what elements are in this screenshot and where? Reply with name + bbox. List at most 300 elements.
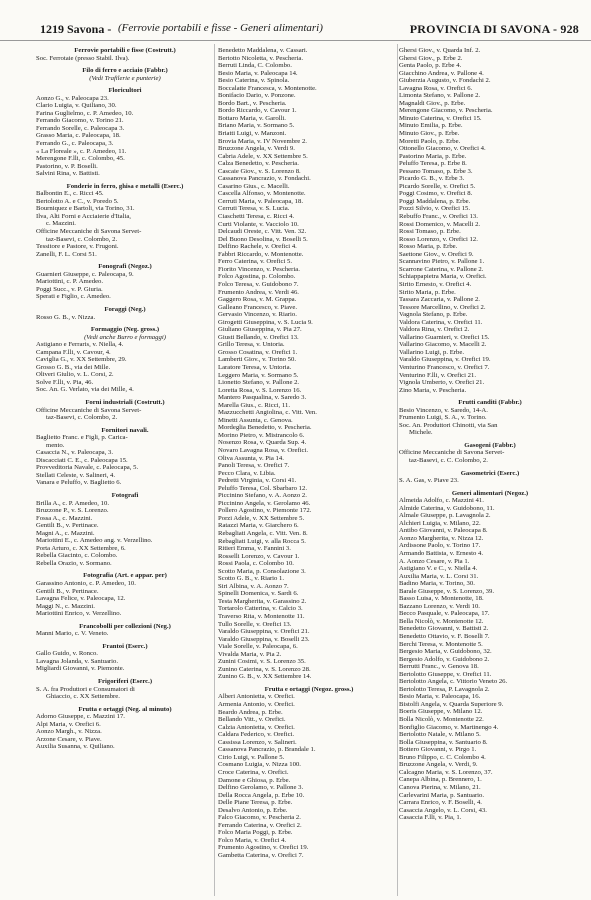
listing-entry: Rebella Giacinto, c. Colombo. (36, 552, 118, 560)
listing-entry: Ghersi Giov., p. Erbe 2. (399, 54, 463, 62)
column-right (399, 47, 581, 895)
listing-entry: Ratazzi Maria, v. Giarchero 6. (218, 522, 299, 530)
cross-reference: (Vedi anche Burro e formaggi) (84, 333, 166, 341)
listing-entry: Cirio Luigi, v. Pallone 5. (218, 753, 285, 761)
listing-entry: Rebuffo Franc., v. Orefici 13. (399, 213, 478, 221)
listing-entry: Armando Battista, v. Ernesto 4. (399, 550, 484, 557)
listing-entry: Ferrando G., c. Paleocapa, 3. (36, 140, 114, 148)
listing-entry: Picardo Sorelle, v. Orefici 5. (399, 182, 476, 190)
listing-entry: Valdora Rina, v. Orefici 2. (399, 326, 470, 334)
listing-entry: Cascaie Giov., v. S. Lorenzo 8. (218, 167, 301, 175)
listing-entry: Giusti Bellando, v. Orefici 13. (218, 333, 299, 341)
listing-entry: Giacchino Andrea, v. Pallone 4. (399, 69, 484, 77)
listing-entry: Morino Pietro, v. Mistrancolo 6. (218, 431, 305, 439)
listing-entry: mento. (46, 441, 65, 449)
listing-entry: Rosso G. B., v. Nizza. (36, 313, 96, 321)
listing-entry: Mariottini E., c. Amedeo ang. v. Verzellino. (36, 537, 153, 545)
listing-entry: Clario Luigia, v. Quiliano, 30. (36, 102, 117, 110)
listing-entry: Delle Piane Teresa, p. Erbe. (218, 799, 293, 807)
listing-entry: Minuto Emilia, p. Erbe. (399, 122, 463, 130)
category-heading: Foraggi (Neg.) (104, 305, 146, 313)
listing-entry: Berchi Teresa, v. Montenotte 5. (399, 640, 483, 648)
listing-entry: Officine Meccaniche di Savona Servet- (36, 406, 142, 414)
listing-entry: Garassino Antonio, c. P. Amedeo, 10. (36, 580, 136, 587)
listing-entry: Calzia Antonietta, v. Orefici. (218, 723, 295, 731)
listing-entry: Farina Guglielmo, c. P. Amedeo, 10. (36, 109, 134, 117)
listing-entry: Barale Giuseppe, v. S. Lorenzo, 39. (399, 587, 495, 595)
listing-entry: Caviglia G., v. XX Settembre, 29. (36, 356, 127, 364)
listing-entry: Scotto Maria, p. Consolazione 3. (218, 567, 306, 575)
listing-entry: Laratore Teresa, v. Untoria. (218, 363, 292, 371)
listing-entry: Gaggero Rosa, v. M. Grappa. (218, 296, 297, 304)
listing-entry: Vagnola Stefano, p. Erbe. (399, 311, 468, 319)
listing-entry: Stellati Celeste, v. Salineri, 4. (36, 471, 116, 479)
listing-entry: Ghiaccio, c. XX Settembre. (46, 693, 120, 701)
listing-entry: Astigiano e Ferraris, v. Niella, 4. (36, 341, 124, 349)
listing-entry: Zunino Caterina, v. S. Lorenzo 28. (218, 665, 311, 673)
category-heading: Frutta e ortaggi (Negoz. gross.) (264, 685, 354, 693)
listing-entry: Brovia Maria, v. IV Novembre 2. (218, 137, 307, 145)
category-heading: Generi alimentari (Negoz.) (451, 489, 529, 497)
listing-entry: Gentili B., v. Pertinace. (36, 587, 99, 595)
listing-entry: Bordo Riccardo, v. Cavour 1. (218, 107, 297, 115)
listing-entry: Lionetto Stefano, v. Pallone 2. (218, 379, 300, 387)
listing-entry: Besio Vincenzo, v. Saredo, 14-A. (399, 406, 488, 414)
listing-entry: Aonzo Margh., v. Nizza. (36, 728, 102, 736)
listing-entry: Grasso Maria, c. Paleocapa, 18. (36, 132, 121, 140)
listing-entry: Merengone F.lli, c. Colombo, 45. (36, 155, 125, 163)
listing-entry: Bistolfi Angela, v. Quarda Superiore 9. (399, 700, 504, 708)
listing-entry: taz-Basevi, c. Colombo, 2. (46, 235, 118, 243)
listing-entry: Cassanova Pancrazio, v. Fondachi. (218, 175, 311, 183)
listing-entry: Croce Caterina, v. Orefici. (218, 768, 289, 776)
listing-entry: Bourniquez e Bartoli, via Torino, 31. (36, 205, 135, 213)
listing-entry: Ilva, Alti Forni e Acciaierie d'Italia, (36, 212, 131, 220)
category-heading: Fonderie in ferro, ghisa e metalli (Eserc.) (66, 182, 184, 190)
listing-entry: taz-Basevi, c. Colombo, 2. (46, 414, 118, 422)
listing-entry: Sperati e Figlio, c. Amedeo. (36, 293, 111, 301)
listing-entry: Pozzi Silvio, v. Orefici 15. (399, 205, 471, 213)
listing-entry: Giuliano Giuseppina, v. Pia 27. (218, 326, 302, 334)
category-heading: Frutta e ortaggi (Neg. al minuto) (78, 705, 172, 713)
listing-entry: Poggi Succ., v. P. Giuria. (36, 285, 103, 293)
listing-entry: Balbontin E., c. Ricci 45. (36, 190, 104, 198)
listing-entry: Boeris Giuseppe, v. Milano 12. (399, 708, 483, 716)
listing-entry: Bonfiglio Giacomo, v. Martinengo 4. (399, 723, 499, 731)
category-heading: Formaggio (Neg. gross.) (90, 326, 160, 334)
listing-entry: Vanara e Peluffo, v. Baglietto 6. (36, 479, 122, 487)
listing-entry: Lamberti Giov., v. Torino 50. (218, 356, 297, 364)
listing-entry: Rossi Paola, c. Colombo 10. (218, 560, 294, 568)
listing-entry: Vignola Umberto, v. Orefici 21. (399, 379, 485, 387)
listing-entry: taz-Basevi, c. C. Colombo, 2. (409, 456, 488, 464)
listing-entry: Berruti Linda, C. Colombo. (218, 62, 292, 70)
listing-entry: Brilla A., c. P. Amedeo, 10. (36, 499, 109, 507)
listing-entry: Bolla Giuseppina, v. Santuario 8. (399, 738, 488, 746)
listing-entry: Frumento Agostino, v. Orefici 19. (218, 844, 309, 852)
listing-entry: Becco Pasquale, v. Paleocapa, 17. (399, 610, 490, 618)
listing-entry: Campana F.lli, v. Cavour, 4. (36, 348, 111, 356)
listing-entry: Adorno Giuseppe, c. Mazzini 17. (36, 713, 125, 721)
listing-entry: Zunini Cosimi, v. S. Lorenzo 35. (218, 658, 306, 666)
listing-entry: Gervasio Vincenzo, v. Riario. (218, 311, 297, 319)
listing-entry: Minetti Assunta, c. Genova. (218, 416, 293, 424)
listing-entry: Bertolotto A. e C., v. Poredo 5. (36, 197, 119, 205)
listing-entry: Genta Paolo, p. Erbe 4. (399, 62, 462, 70)
listing-entry: Damone e Ghiosa, p. Erbe. (218, 776, 291, 784)
listing-entry: Almide Caterina, v. Guidobono, 11. (399, 504, 495, 512)
listing-entry: Zunino G. B., v. XX Settembre 14. (218, 673, 312, 681)
listing-entry: Valdora Caterina, v. Orefici 11. (399, 318, 483, 326)
listing-entry: Rebagliati Angela, c. Vitt. Ven. 8. (218, 530, 308, 537)
listing-entry: Almeida Adolfo, c. Mazzini 41. (399, 497, 484, 505)
listing-entry: Curti Violante, v. Vacciolo 10. (218, 220, 299, 228)
column-divider (214, 44, 215, 896)
listing-entry: Cassissa Lorenzo, v. Salineri. (218, 738, 297, 746)
listing-entry: Bertolotto Natale, v. Milano 5. (399, 731, 481, 739)
listing-entry: Ottonello Giacomo, v. Orefici 4. (399, 145, 486, 153)
listing-entry: Auxilia Maria, v. L. Corsi 31. (399, 572, 479, 580)
listing-entry: Tassara Zaccaria, v. Pallone 2. (399, 296, 480, 304)
listing-entry: Della Rocca Angela, p. Erbe 10. (218, 791, 305, 799)
listing-entry: c. Mazzini. (46, 220, 76, 228)
listing-entry: Bruzzone Angela, v. Verdi, 9. (399, 761, 478, 769)
listing-entry: Bazzano Lorenzo, v. Verdi 10. (399, 602, 480, 610)
listing-entry: Pedretti Virginia, v. Corsi 41. (218, 477, 297, 485)
listing-entry: Cerruti Maria, v. Paleocapa, 18. (218, 197, 303, 205)
listing-entry: Panoli Teresa, v. Orefici 7. (218, 462, 290, 470)
listing-entry: Migliardi Giovanni, v. Piemonte. (36, 665, 125, 673)
listing-entry: Girogetti Giuseppina, v. S. Lucia 9. (218, 318, 313, 326)
listing-entry: Ferro Caterina, v. Orefici 5. (218, 258, 293, 266)
listing-entry: Fabbri Riccardo, v. Montenotte. (218, 250, 304, 258)
listing-entry: Minuto Caterina, v. Orefici 15. (399, 114, 482, 122)
listing-entry: Officine Meccaniche di Savona Servet- (399, 449, 505, 457)
listing-entry: Novaro Lavagna Rosa, v. Orefici. (218, 446, 308, 454)
listing-entry: Leggero Maria, v. Sormano 5. (218, 371, 299, 379)
category-heading: Forni industriali (Costrutt.) (85, 398, 165, 406)
cross-reference: (Vedi Trafilerie e punterie) (89, 74, 161, 82)
listing-entry: Manni Mario, c. V. Veneto. (36, 630, 109, 638)
listing-entry: Rebagliati Luigi, v. alla Rocca 5. (218, 537, 306, 545)
listing-entry: Rossi Domenico, v. Macelli 2. (399, 220, 481, 228)
listing-entry: Bertolotto Teresa, P. Lavagnola 2. (399, 685, 490, 693)
listing-entry: Piccinino Stefano, v. A. Aonzo 2. (218, 492, 307, 500)
listing-entry: Marella Gius., c. Ricci, 11. (218, 401, 290, 409)
listing-entry: Astigiano V. e C., v. Niella 4. (399, 565, 478, 573)
listing-entry: Testa Margherita, v. Garassino 2. (218, 597, 307, 605)
listing-entry: Galleano Francesco, v. Piave. (218, 303, 298, 311)
listing-entry: Calza Benedetto, v. Pescheria. (218, 160, 299, 168)
listing-entry: Vallarino Luigi, p. Erbe. (399, 348, 464, 356)
listing-entry: Scarrone Caterina, v. Pallone 2. (399, 265, 484, 273)
listing-entry: Gallo Guido, v. Ronco. (36, 650, 98, 658)
listing-entry: Peluffo Teresa, Col. Sbarbaro 12. (218, 484, 307, 492)
listing-entry: Arzone Cesare, v. Piave. (36, 735, 102, 743)
listing-entry: Casarino Gius., c. Macelli. (218, 182, 290, 190)
listing-entry: Bordo Bart., v. Pescheria. (218, 99, 287, 107)
listing-entry: Benedetto Giovanni, v. Battisti 2. (399, 625, 489, 633)
listing-entry: Soc. Ferrotaie (presso Stabil. Ilva). (36, 54, 130, 62)
listing-entry: Michele. (409, 429, 433, 437)
listing-entry: Lavagna Felice, v. Paleocapa, 12. (36, 595, 126, 603)
listing-entry: Mariottini Enrico, v. Verzellino. (36, 610, 122, 618)
listing-entry: Venturino Francesco, v. Orefici 7. (399, 363, 490, 371)
listing-entry: Scannavino Pietro, v. Pallone 1. (399, 258, 485, 266)
listing-entry: Frumento Andrea, v. Verdi 46. (218, 288, 299, 296)
listing-entry: S. A. fra Produttori e Consumatori di (36, 685, 135, 693)
listing-entry: Aonzo G., v. Paleocapa 23. (36, 94, 109, 102)
listing-entry: Folco Maria, v. Orefici 4. (218, 836, 287, 844)
listing-entry: Bertotto Nicoletta, v. Pescheria. (218, 54, 303, 62)
listing-entry: Besio Maria, v. Paleocapa, 16. (399, 693, 481, 701)
listing-entry: Porta Arturo, c. XX Settembre, 6. (36, 544, 126, 552)
listing-entry: Limonta Stefano, v. Pallone 2. (399, 92, 481, 100)
listing-entry: Mantero Pasqualina, v. Saredo 3. (218, 394, 307, 402)
listing-entry: Solve F.lli, v. Pia, 46. (36, 378, 94, 386)
listing-entry: Lavagna Rosa, v. Orefici 6. (399, 84, 473, 92)
listing-entry: Pastorino, v. P. Boselli. (36, 162, 98, 170)
province-page: PROVINCIA DI SAVONA - 928 (409, 22, 579, 36)
listing-entry: Almale Giuseppe, p. Lavagnola 2. (399, 512, 491, 520)
listing-entry: Viale Sorelle, v. Paleocapa, 6. (218, 643, 298, 651)
listing-entry: Falco Giacomo, v. Pescheria 2. (218, 814, 301, 822)
listing-entry: Mazzucchetti Angiolina, c. Vitt. Ven. (218, 409, 317, 417)
listing-entry: Soc. An. Produttori Chinotti, via San (399, 421, 498, 429)
listing-entry: Bella Nicolò, v. Montenotte 12. (399, 617, 484, 625)
listing-entry: Officine Meccaniche di Savona Servet- (36, 228, 142, 236)
listing-entry: Rosselli Lorenzo, v. Cavour 1. (218, 552, 300, 560)
category-heading: Gasometrici (Eserc.) (460, 469, 520, 477)
listing-entry: A. Aonzo Cesare, v. Pia 1. (399, 557, 470, 565)
listing-entry: Varaldo Giuseppina, v. Boselli 23. (218, 635, 310, 643)
page-number-city: 1219 Savona - (40, 22, 112, 36)
listing-entry: Delfino Rachele, v. Orefici 4. (218, 243, 297, 251)
listing-entry: Alchieri Luigia, v. Milano, 22. (399, 519, 481, 527)
listing-entry: Ciaschetti Teresa, c. Ricci 4. (218, 213, 295, 221)
listing-entry: Tessitore e Pastore, v. Frugoni. (36, 243, 119, 251)
column-middle (218, 47, 400, 895)
listing-entry: Gentili B., v. Pertinace. (36, 522, 99, 530)
listing-entry: Ghersi Giov., v. Quarda Inf. 2. (399, 47, 481, 54)
listing-entry: Frumento Luigi, S. A., v. Torino. (399, 414, 487, 422)
listing-entry: Bolla Nicolò, v. Montenotte 22. (399, 716, 484, 724)
listing-entry: Folco Maria Poggi, p. Erbe. (218, 829, 293, 837)
listing-entry: Bergesio Adolfo, v. Guidobono 2. (399, 655, 490, 663)
listing-entry: Loretta Rosa, v. S. Lorenzo 16. (218, 386, 302, 394)
listing-entry: Zino Maria, v. Pescheria. (399, 386, 467, 394)
listing-entry: Sirito Ernesto, v. Orefici 4. (399, 280, 472, 288)
listing-entry: Canova Pierina, v. Milano, 21. (399, 783, 481, 791)
listing-entry: Carlevarini Maria, p. Santuario. (399, 791, 485, 799)
listing-entry: Baglietto Franc. e Figli, p. Carica- (36, 434, 128, 442)
listing-entry: Merengone Giacomo, v. Pescheria. (399, 107, 493, 115)
listing-entry: Benedetto Ottavio, v. F. Boselli 7. (399, 633, 490, 641)
listing-entry: Basso Luisa, v. Montenotte, 18. (399, 595, 484, 603)
category-heading: Fornitori navali. (101, 426, 149, 434)
listing-entry: Benedetto Maddalena, v. Cassari. (218, 47, 308, 54)
listing-entry: Minuto Giov., p. Erbe. (399, 130, 460, 138)
listing-entry: Poggi Cosimo, v. Orefici 8. (399, 190, 473, 198)
category-heading: Fonografi (Negoz.) (98, 263, 152, 271)
listing-entry: Salvini Rina, v. Battisti. (36, 170, 100, 178)
listing-entry: Provveditoria Navale, c. Paleocapa, 5. (36, 464, 139, 472)
listing-entry: Fossa A., c. Mazzini. (36, 514, 93, 522)
listing-entry: Saettone Giov., v. Orefici 9. (399, 250, 474, 258)
listing-entry: Bertolotto Angela, c. Vittorio Veneto 26. (399, 678, 508, 686)
category-heading: Francobolli per collezioni (Neg.) (79, 622, 171, 630)
listing-entry: Tessore Marcellino, v. Orefici 2. (399, 303, 486, 311)
listing-entry: Delcaudi Oreste, c. Vitt. Ven. 32. (218, 228, 307, 236)
listing-entry: Nosenzo Rosa, v. Quarda Sup. 4. (218, 439, 307, 447)
listing-entry: Bottaro Maria, v. Garolli. (218, 114, 286, 122)
listing-entry: Folco Teresa, v. Guidobono 7. (218, 280, 299, 288)
listing-entry: Moretti Paolo, p. Erbe. (399, 137, 461, 145)
listing-entry: Siri Albina, v. A. Aonzo 7. (218, 582, 289, 590)
listing-entry: Magni A., c. Mazzini. (36, 529, 95, 537)
listing-entry: Canepa Albina, p. Brennero, 1. (399, 776, 482, 784)
listing-entry: Armenia Antonio, v. Orefici. (218, 701, 295, 709)
category-heading: Fotografi (111, 491, 139, 499)
listing-entry: Peluffo Teresa, p. Erbe 8. (399, 160, 467, 168)
listing-entry: Ferrando Sorelle, c. Paleocapa 3. (36, 124, 125, 132)
listing-entry: Soc. An. G. Verlato, via dei Mille, 4. (36, 386, 134, 394)
listing-entry: Vallarino Giacomo, v. Macelli 2. (399, 341, 487, 349)
listing-entry: Oliva Assunta, v. Pia 14. (218, 454, 284, 462)
listing-entry: Cassanova Pancrazio, p. Brandale 1. (218, 746, 316, 754)
listing-entry: Desalvo Antonio, p. Erbe. (218, 806, 288, 814)
listing-entry: Folco Agostina, p. Colombo. (218, 273, 296, 281)
listing-entry: Del Buono Desolina, v. Boselli 5. (218, 235, 308, 243)
listing-entry: Fiorito Vincenzo, v. Pescheria. (218, 265, 300, 273)
listing-entry: Scotto G. B., v. Riario 1. (218, 575, 285, 583)
page-header (0, 0, 591, 41)
category-heading: Floricultori (108, 87, 142, 95)
listing-entry: Sirito Maria, p. Erbe. (399, 288, 456, 296)
listing-entry: Bellando Vitt., v. Orefici. (218, 716, 286, 724)
listing-entry: Grillo Teresa, v. Untoria. (218, 341, 285, 349)
listing-entry: Oliveri Giulio, v. L. Corsi, 2. (36, 371, 114, 379)
listing-entry: Rosso Lorenzo, v. Orefici 12. (399, 235, 478, 243)
column-divider (397, 44, 398, 896)
listing-entry: Varaldo Giuseppina, v. Orefici 19. (399, 356, 491, 364)
category-heading: Frantoi (Eserc.) (102, 642, 148, 650)
listing-entry: Varaldo Giuseppina, v. Orefici 21. (218, 628, 310, 636)
listing-entry: Rosso Maria, p. Erbe. (399, 243, 458, 251)
listing-entry: Tullo Sorelle, v. Orefici 13. (218, 620, 292, 628)
listing-entry: Casaccia F.lli, v. Pia, 1. (399, 814, 462, 822)
listing-entry: Guarnieri Giuseppe, c. Paleocapa, 9. (36, 270, 134, 278)
listing-entry: Schiappapietra Maria, v. Orefici. (399, 273, 487, 281)
listing-entry: Picardo G. B., v. Erbe 3. (399, 175, 465, 183)
listing-entry: Rebella Orazio, v. Sormano. (36, 559, 112, 567)
listing-entry: Grosso Cosatina, v. Orefici 1. (218, 348, 298, 356)
listing-entry: Auxilia Susanna, v. Quiliano. (36, 743, 115, 751)
column-left (36, 47, 214, 895)
listing-entry: Porzi Adele, v. XX Settembre 5. (218, 514, 305, 522)
listing-entry: Besio Maria, v. Paleocapa 14. (218, 69, 298, 77)
category-heading: Frutti canditi (Fabbr.) (458, 399, 522, 407)
listing-entry: Caldara Federico, v. Orefici. (218, 731, 295, 739)
category-heading: Fotografia (Art. e appar. per) (83, 572, 167, 580)
listing-entry: Berrutti Franc., v. Genova 18. (399, 663, 479, 671)
category-heading: Gasogeni (Fabbr.) (464, 441, 516, 449)
listing-entry: Lavagna Jolanda, v. Santuario. (36, 657, 119, 665)
listing-entry: Vallarino Guarnieri, v. Orefici 15. (399, 333, 490, 341)
listing-entry: Antibo Giovanni, v. Paleocapa 8. (399, 527, 488, 535)
listing-entry: Pessano Tomaso, p. Erbe 3. (399, 167, 473, 175)
listing-entry: Pecco Clara, v. Libia. (218, 469, 276, 477)
listing-entry: Besio Caterina, v. Spinola. (218, 77, 290, 85)
listing-entry: Vivalda Maria, v. Pia 2. (218, 650, 282, 658)
listing-entry: Gambetta Caterina, v. Orefici 7. (218, 851, 304, 859)
listing-entry: Ardissone Paolo, v. Torino 17. (399, 542, 481, 550)
listing-entry: Casaccia Angelo, v. L. Corsi, 43. (399, 806, 487, 814)
listing-entry: Carrara Enrico, v. F. Boselli, 4. (399, 799, 482, 807)
listing-entry: Bruzzone Angela, v. Verdi 9. (218, 145, 295, 153)
listing-entry: Cascella Alfonso, v. Montenotte. (218, 190, 306, 198)
listing-entry: Grosso G. B., via dei Mille. (36, 363, 111, 371)
listing-entry: Boccalatte Francesca, v. Montenotte. (218, 84, 317, 92)
listing-entry: Alpi Maria, v. Orefici 6. (36, 720, 101, 728)
listing-entry: Spinelli Domenica, v. Sardi 6. (218, 590, 299, 598)
listing-entry: Delfino Gerolamo, v. Pallone 3. (218, 784, 304, 792)
listing-entry: Discacciati C. E., c. Paleocapa 15. (36, 456, 128, 464)
listing-entry: Cabria Adele, v. XX Settembre 5. (218, 152, 308, 160)
listing-entry: Maggi N., c. Mazzini. (36, 602, 95, 610)
category-heading: Filo di ferro e acciaio (Fabbr.) (82, 67, 168, 75)
listing-entry: S. A. Gas, v. Piave 23. (399, 477, 459, 485)
listing-entry: Bottero Giovanni, v. Pirgo 1. (399, 746, 477, 754)
listing-entry: Briatti Luigi, v. Manzoni. (218, 130, 287, 138)
listing-entry: Ritieri Emma, v. Fannini 3. (218, 545, 291, 553)
listing-entry: Giuberzia Augusto, v. Fondachi 2. (399, 77, 491, 85)
listing-entry: Alberi Antonietta, v. Orefici. (218, 693, 295, 701)
listing-entry: Briano Maria, v. Sormano 5. (218, 122, 295, 130)
listing-entry: « La Floreale », c. P. Amedeo, 11. (36, 147, 127, 155)
listing-entry: Beardo Andrea, p. Erbe. (218, 708, 283, 716)
listing-entry: Cerruti Teresa, v. S. Lucia. (218, 205, 290, 213)
listing-entry: Magnaldi Giov., p. Erbe. (399, 99, 466, 107)
listing-entry: Mordeglia Benedetto, v. Pescheria. (218, 424, 312, 432)
listing-entry: Calcagno Maria, v. S. Lorenzo, 37. (399, 768, 493, 776)
listing-entry: Aonzo Margherita, v. Nizza 12. (399, 534, 484, 542)
listing-entry: Bertolotto Giuseppe, v. Orefici 11. (399, 670, 492, 678)
category-heading: Ferrovie portabili e fisse (Costrutt.) (74, 47, 176, 54)
listing-entry: Pastorino Maria, p. Erbe. (399, 152, 467, 160)
listing-entry: Tortarolo Catterina, v. Calcio 3. (218, 605, 303, 613)
listing-entry: Casaccia N., v. Paleocapa, 3. (36, 449, 113, 457)
section-title: (Ferrovie portabili e fisse - Generi alimentari) (118, 22, 323, 34)
listing-entry: Cosmano Luigia, v. Nizza 100. (218, 761, 301, 769)
listing-entry: Mariottini, c. P. Amedeo. (36, 278, 104, 286)
listing-entry: Zanelli, F. L. Corsi 51. (36, 250, 97, 258)
listing-entry: Bonifacio Dario, v. Ponzone. (218, 92, 296, 100)
listing-entry: Ferrando Giacomo, v. Torino 21. (36, 117, 124, 125)
listing-entry: Pollero Agostino, v. Piemonte 172. (218, 507, 312, 515)
category-heading: Frigoriferi (Eserc.) (97, 678, 153, 686)
listing-entry: Ferrando Caterina, v. Orefici 2. (218, 821, 302, 829)
listing-entry: Poggi Maddalena, p. Erbe. (399, 197, 471, 205)
listing-entry: Traverso Rita, v. Montenotte 11. (218, 613, 305, 621)
listing-entry: Rossi Tomaso, p. Erbe. (399, 228, 461, 236)
listing-entry: Bruzzone P., v. S. Lorenzo. (36, 507, 109, 515)
listing-entry: Venturino F.lli, v. Orefici 21. (399, 371, 477, 379)
listing-entry: Badino Maria, v. Torino, 30. (399, 580, 475, 588)
listing-entry: Piccinino Angela, v. Gerolamo 46. (218, 499, 311, 507)
listing-entry: Bergesio Maria, v. Guidobono, 32. (399, 648, 492, 656)
listing-entry: Bruno Filippo, c. C. Colombo 4. (399, 753, 486, 761)
